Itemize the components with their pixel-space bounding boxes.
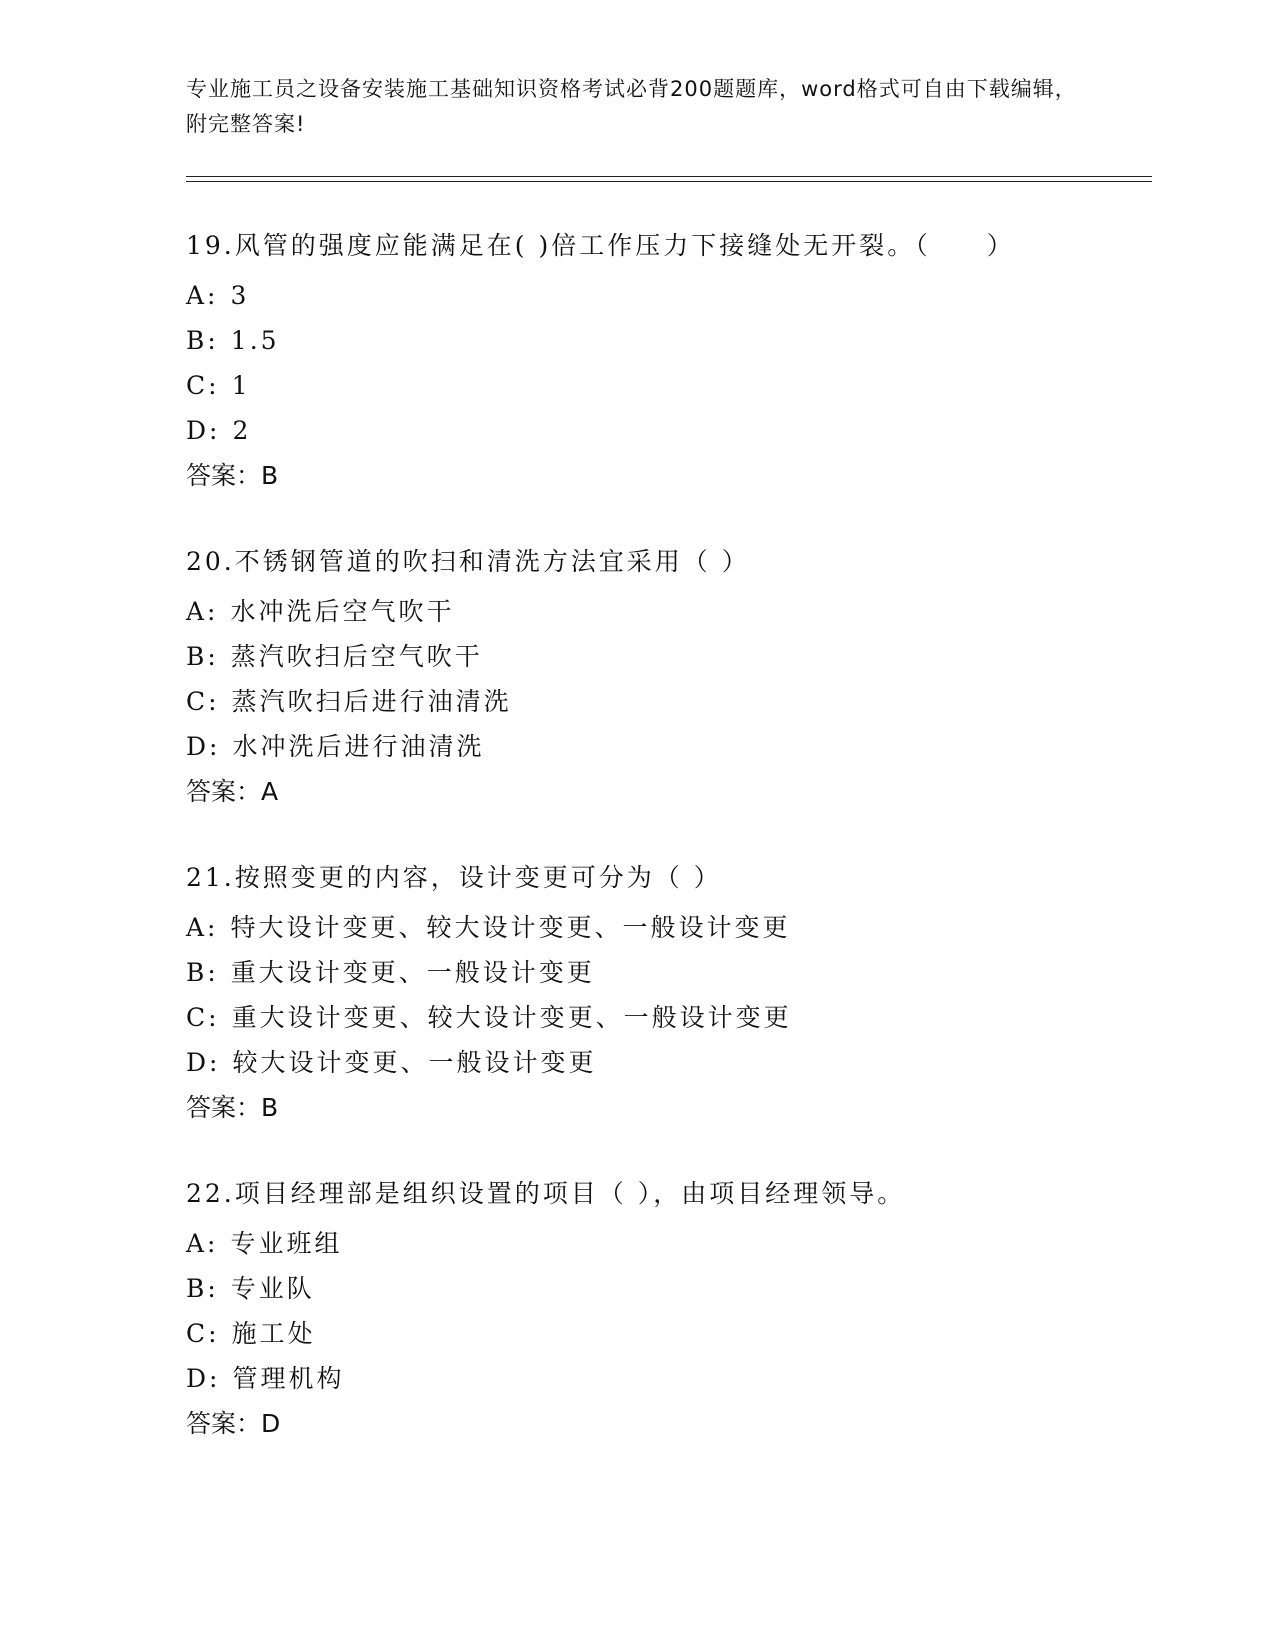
option-b (186, 634, 1146, 679)
question-text: 19.风管的强度应能满足在( )倍工作压力下接缝处无开裂。（ ） (186, 231, 1015, 260)
option-text: 1 (231, 371, 251, 400)
option-text: 较大设计变更、一般设计变更 (232, 1048, 597, 1077)
option-key: C: (186, 1319, 220, 1348)
option-text: 重大设计变更、较大设计变更、一般设计变更 (231, 1003, 792, 1032)
option-key: C: (186, 1003, 220, 1032)
option-d (186, 408, 1146, 453)
question-19 (186, 223, 1146, 498)
option-text: 水冲洗后空气吹干 (230, 597, 455, 626)
option-key: C: (186, 371, 220, 400)
option-text: 特大设计变更、较大设计变更、一般设计变更 (230, 913, 791, 942)
option-text: 专业队 (230, 1274, 315, 1303)
option-key: A: (186, 597, 219, 626)
option-key: A: (186, 913, 219, 942)
document-title: 专业施工员之设备安装施工基础知识资格考试必背200题题库，word格式可自由下载编辑，附完整答案! (186, 77, 1077, 136)
option-d (186, 724, 1146, 769)
option-key: A: (186, 281, 219, 310)
header-divider-bottom (186, 181, 1152, 182)
option-text: 1.5 (230, 326, 280, 355)
document-header (186, 72, 1086, 142)
option-a (186, 1221, 1146, 1266)
option-key: D: (186, 1048, 221, 1077)
option-c (186, 363, 1146, 408)
question-text: 22.项目经理部是组织设置的项目（ ），由项目经理领导。 (186, 1179, 906, 1208)
option-c (186, 679, 1146, 724)
option-d (186, 1356, 1146, 1401)
option-key: A: (186, 1229, 219, 1258)
option-text: 水冲洗后进行油清洗 (232, 732, 485, 761)
option-key: D: (186, 416, 221, 445)
option-key: B: (186, 326, 219, 355)
option-text: 3 (230, 281, 250, 310)
option-d (186, 1040, 1146, 1085)
option-key: B: (186, 1274, 219, 1303)
option-key: D: (186, 1364, 221, 1393)
option-a (186, 273, 1146, 318)
option-text: 施工处 (231, 1319, 316, 1348)
option-key: B: (186, 642, 219, 671)
option-text: 蒸汽吹扫后空气吹干 (230, 642, 483, 671)
option-text: 2 (232, 416, 252, 445)
question-text: 20.不锈钢管道的吹扫和清洗方法宜采用（ ） (186, 547, 750, 576)
header-divider-top (186, 176, 1152, 177)
option-key: D: (186, 732, 221, 761)
option-text: 蒸汽吹扫后进行油清洗 (231, 687, 512, 716)
option-key: C: (186, 687, 220, 716)
option-b (186, 318, 1146, 363)
option-text: 重大设计变更、一般设计变更 (230, 958, 595, 987)
question-text: 21.按照变更的内容，设计变更可分为（ ） (186, 863, 722, 892)
option-text: 管理机构 (232, 1364, 345, 1393)
option-b (186, 950, 1146, 995)
option-b (186, 1266, 1146, 1311)
question-21 (186, 855, 1146, 1130)
question-22 (186, 1171, 1146, 1446)
option-a (186, 905, 1146, 950)
option-c (186, 995, 1146, 1040)
option-a (186, 589, 1146, 634)
answer: 答案：B (186, 461, 279, 490)
answer: 答案：B (186, 1093, 279, 1122)
question-20 (186, 539, 1146, 814)
option-key: B: (186, 958, 219, 987)
option-text: 专业班组 (230, 1229, 343, 1258)
answer: 答案：A (186, 777, 279, 806)
answer: 答案：D (186, 1409, 281, 1438)
option-c (186, 1311, 1146, 1356)
